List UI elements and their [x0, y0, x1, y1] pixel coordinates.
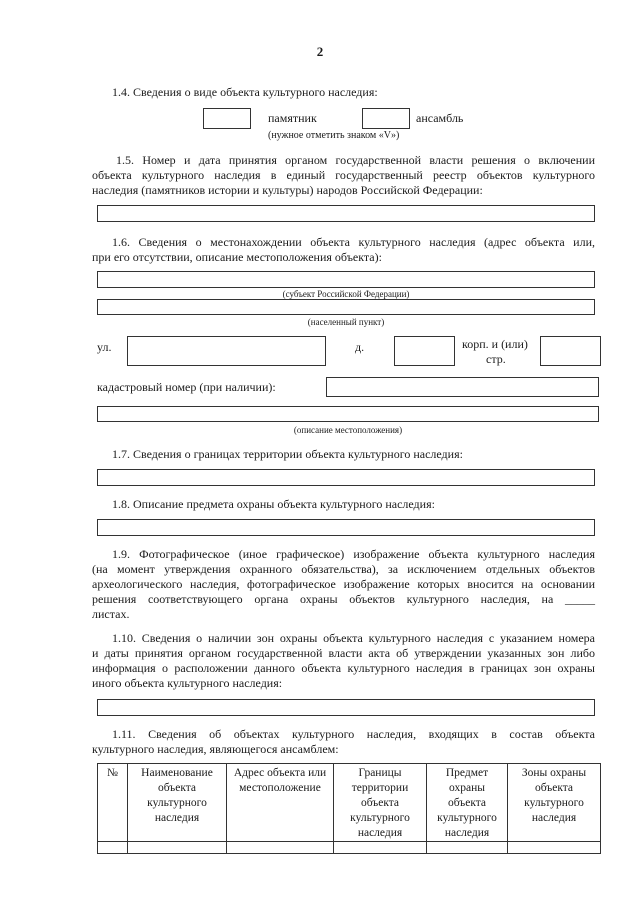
col-boundaries-header: Границы территории объекта культурного наследия — [334, 764, 427, 842]
building-label-2: стр. — [486, 352, 506, 366]
registry-decision-field[interactable] — [97, 205, 595, 222]
table-cell[interactable] — [427, 842, 508, 854]
house-field[interactable] — [394, 336, 455, 366]
street-label: ул. — [97, 340, 112, 354]
col-address-header: Адрес объекта или местоположение — [227, 764, 334, 842]
table-cell[interactable] — [98, 842, 128, 854]
table-header-row — [98, 764, 601, 842]
col-protection-subject-header: Предмет охраны объекта культурного наследия — [427, 764, 508, 842]
section-1-10-line-1: 1.10. Сведения о наличии зон охраны объекта культурного наследия с указанием номера — [112, 631, 595, 645]
table-cell[interactable] — [227, 842, 334, 854]
col-name-header: Наименование объекта культурного наследия — [128, 764, 227, 842]
location-description-field[interactable] — [97, 406, 599, 422]
section-1-10-line-4: иного объекта культурного наследия: — [92, 676, 283, 690]
house-label: д. — [355, 340, 365, 354]
subject-field[interactable] — [97, 271, 595, 288]
section-1-6-line-2: при его отсутствии, описание местоположения объекта): — [92, 250, 382, 264]
protection-zones-field[interactable] — [97, 699, 595, 716]
protection-subject-field[interactable] — [97, 519, 595, 536]
section-1-7-title: 1.7. Сведения о границах территории объекта культурного наследия: — [112, 447, 463, 461]
section-1-8-title: 1.8. Описание предмета охраны объекта культурного наследия: — [112, 497, 435, 511]
table-cell[interactable] — [334, 842, 427, 854]
checkbox-note: (нужное отметить знаком «V») — [268, 130, 400, 141]
cadastral-label: кадастровый номер (при наличии): — [97, 380, 276, 394]
ensemble-objects-table — [97, 763, 601, 854]
locality-caption: (населенный пункт) — [307, 317, 385, 327]
section-1-9-line-4: решения соответствующего органа охраны объектов культурного наследия, на _____ — [92, 592, 595, 606]
territory-boundaries-field[interactable] — [97, 469, 595, 486]
section-1-9-line-3: археологического наследия, фотографическое изображение которых вносится на основании — [92, 577, 595, 591]
subject-caption: (субъект Российской Федерации) — [282, 289, 410, 299]
street-field[interactable] — [127, 336, 326, 366]
section-1-4-title: 1.4. Сведения о виде объекта культурного наследия: — [112, 85, 378, 99]
section-1-6-line-1: 1.6. Сведения о местонахождении объекта культурного наследия (адрес объекта или, — [112, 235, 595, 249]
table-cell[interactable] — [508, 842, 601, 854]
section-1-5-line-1: 1.5. Номер и дата принятия органом государственной власти решения о включении — [116, 153, 595, 167]
section-1-10-line-2: и даты принятия органом государственной власти акта об утверждении указанных зон либо — [92, 646, 595, 660]
cadastral-field[interactable] — [326, 377, 599, 397]
col-zones-header: Зоны охраны объекта культурного наследия — [508, 764, 601, 842]
section-1-11-line-2: культурного наследия, являющегося ансамблем: — [92, 742, 339, 756]
section-1-9-line-5: листах. — [92, 607, 130, 621]
building-field[interactable] — [540, 336, 601, 366]
col-number-header: № — [98, 764, 128, 842]
locality-field[interactable] — [97, 299, 595, 315]
page-number: 2 — [316, 44, 324, 59]
table-cell[interactable] — [128, 842, 227, 854]
monument-checkbox[interactable] — [203, 108, 251, 129]
section-1-9-line-2: (на момент утверждения охранного обязательства), за исключением отдельных объектов — [92, 562, 595, 576]
location-caption: (описание местоположения) — [293, 425, 403, 435]
section-1-10-line-3: информация о расположении данного объекта культурного наследия в границах зон охраны — [92, 661, 595, 675]
section-1-11-line-1: 1.11. Сведения об объектах культурного наследия, входящих в состав объекта — [112, 727, 595, 741]
building-label-1: корп. и (или) — [462, 337, 528, 351]
table-row — [98, 842, 601, 854]
section-1-9-line-1: 1.9. Фотографическое (иное графическое) изображение объекта культурного наследия — [112, 547, 595, 561]
ensemble-label: ансамбль — [416, 111, 464, 125]
monument-label: памятник — [268, 111, 317, 125]
section-1-5-line-3: наследия (памятников истории и культуры) народов Российской Федерации: — [92, 183, 483, 197]
ensemble-checkbox[interactable] — [362, 108, 410, 129]
section-1-5-line-2: объекта культурного наследия в единый государственный реестр объектов культурного — [92, 168, 595, 182]
